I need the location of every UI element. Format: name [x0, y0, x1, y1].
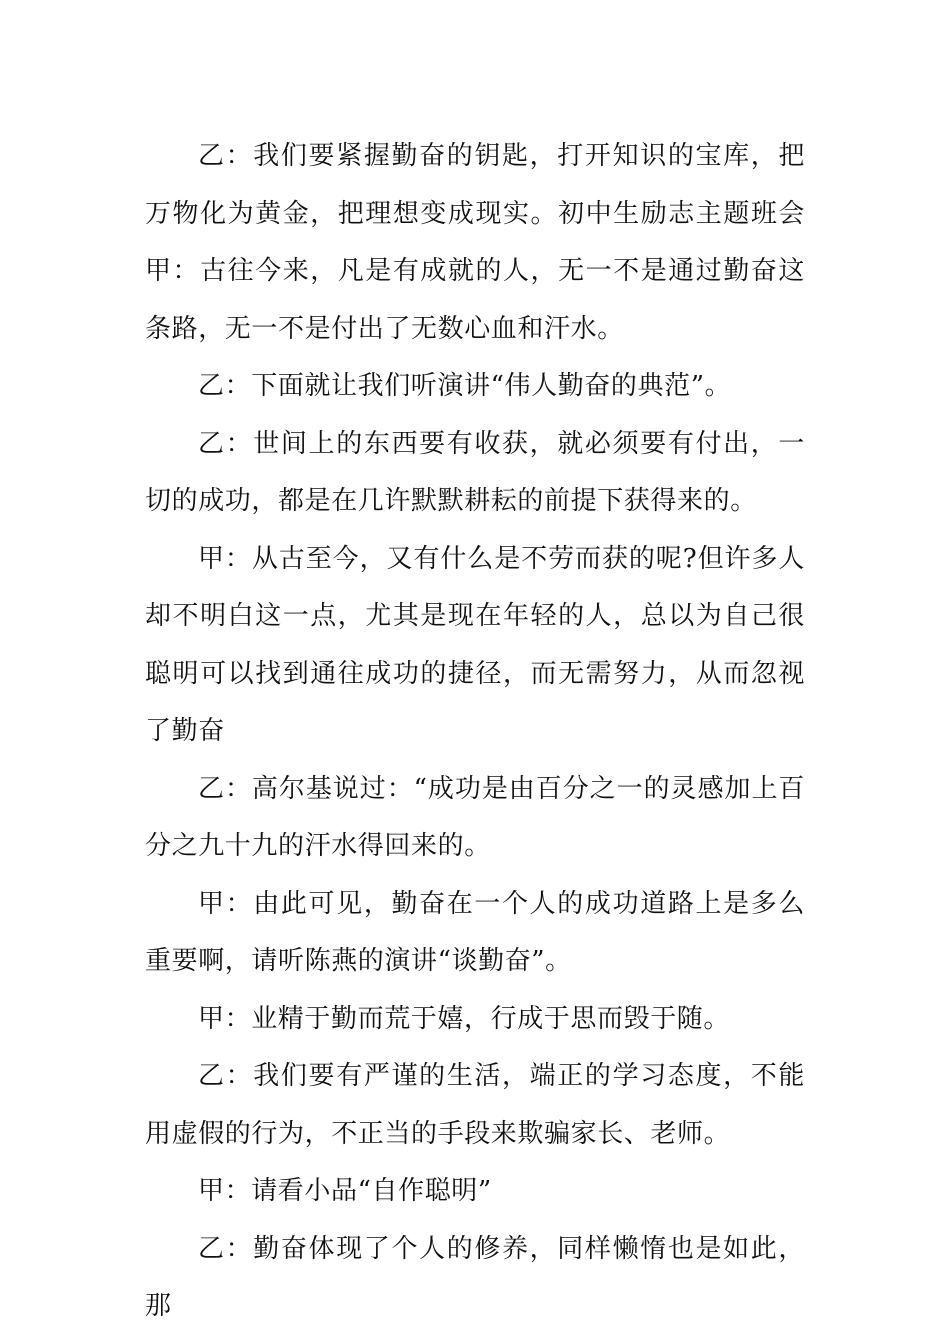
paragraph: 乙：下面就让我们听演讲“伟人勤奋的典范”。 — [198, 371, 732, 401]
paragraph: 乙：勤奋体现了个人的修养，同样懒惰也是如此，那 — [145, 1233, 805, 1321]
document-body — [145, 128, 805, 1336]
paragraph: 乙：我们要紧握勤奋的钥匙，打开知识的宝库，把万物化为黄金，把理想变成现实。初中生励志主题班会甲：古往今来，凡是有成就的人，无一不是通过勤奋这条路，无一不是付出了无数心血和汗水。 — [145, 141, 805, 344]
paragraph: 乙：高尔基说过：“成功是由百分之一的灵感加上百分之九十九的汗水得回来的。 — [145, 773, 805, 861]
paragraph: 甲：业精于勤而荒于嬉，行成于思而毁于随。 — [198, 1003, 731, 1034]
paragraph: 甲：由此可见，勤奋在一个人的成功道路上是多么重要啊，请听陈燕的演讲“谈勤奋”。 — [145, 888, 805, 976]
paragraph: 乙：世间上的东西要有收获，就必须要有付出，一切的成功，都是在几许默默耕耘的前提下获得来的。 — [145, 428, 805, 516]
paragraph: 乙：我们要有严谨的生活，端正的学习态度，不能用虚假的行为，不正当的手段来欺骗家长、老师。 — [145, 1061, 805, 1149]
paragraph: 甲：从古至今，又有什么是不劳而获的呢?但许多人却不明白这一点，尤其是现在年轻的人，总以为自己很聪明可以找到通往成功的捷径，而无需努力，从而忽视了勤奋 — [145, 543, 805, 746]
paragraph: 甲：请看小品“自作聪明” — [198, 1176, 492, 1206]
